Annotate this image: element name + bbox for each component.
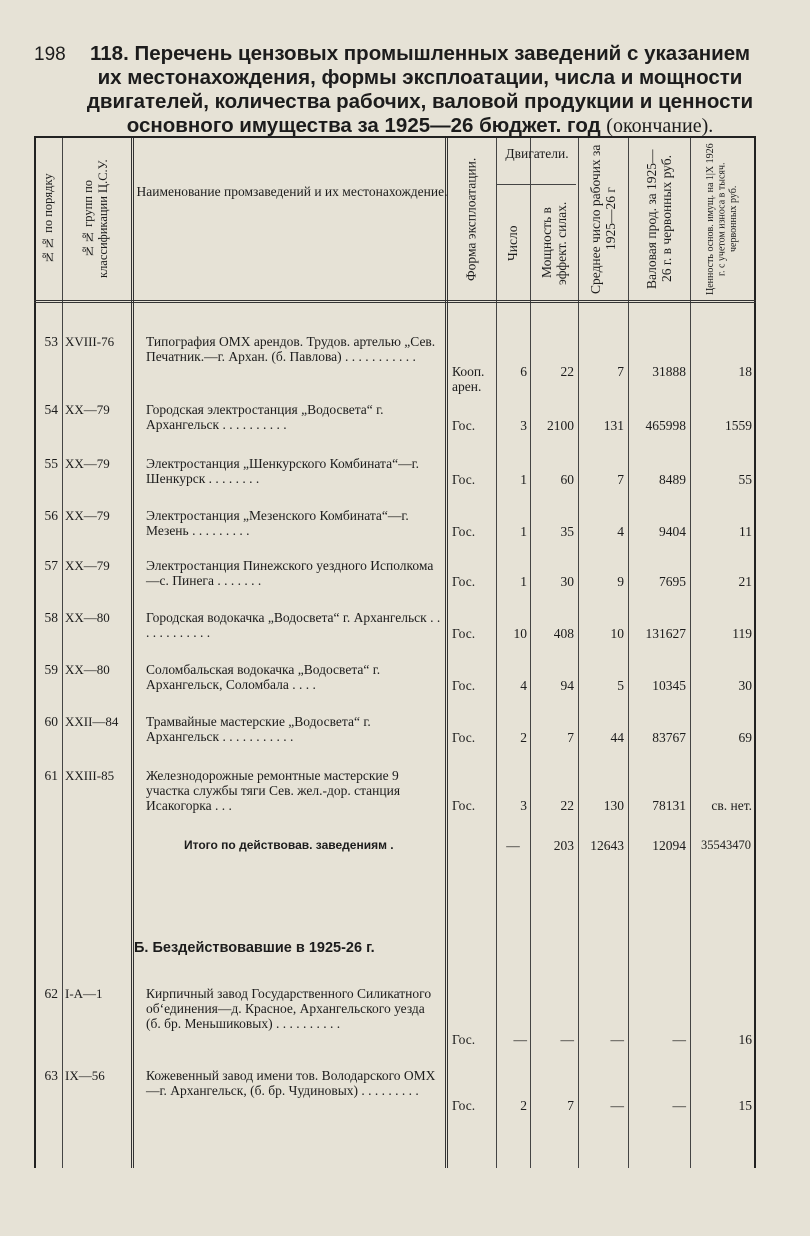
row-form: Гос.: [452, 798, 476, 813]
row-gross: —: [672, 1032, 686, 1047]
row-number: 62: [44, 986, 58, 1001]
engines-rule: [496, 184, 576, 185]
table-border-right: [754, 138, 756, 1168]
row-workers: 44: [610, 730, 624, 745]
title-note: (окончание).: [606, 115, 714, 137]
row-value: 16: [738, 1032, 752, 1047]
page-title: [80, 42, 760, 138]
row-number: 56: [44, 508, 58, 523]
row-name: Городская электростанция „Водосвета“ г. Архангельск . . . . . . . . . .: [146, 402, 384, 432]
row-value: 55: [738, 472, 752, 487]
row-group: XX—79: [65, 508, 110, 523]
header-group-no: №№ групп по классификации Ц.С.У.: [81, 159, 110, 279]
row-number: 63: [44, 1068, 58, 1083]
column-rule: [496, 138, 497, 1168]
header-engine-count: Число: [505, 225, 520, 261]
row-engine-count: 1: [520, 472, 527, 487]
row-workers: 7: [617, 472, 624, 487]
total-gross: 35543470: [701, 838, 751, 852]
row-engine-power: 30: [560, 574, 574, 589]
column-rule: [628, 138, 629, 1168]
row-name: Кожевенный завод имени тов. Володарского ОМХ—г. Архангельск, (б. бр. Чудиновых) . . . . . . . . .: [146, 1068, 436, 1098]
page-number: 198: [34, 44, 66, 65]
statistics-table: [34, 136, 756, 1168]
row-group: XVIII-76: [65, 334, 115, 349]
row-engine-power: 94: [560, 678, 574, 693]
row-number: 58: [44, 610, 58, 625]
row-group: XXII—84: [65, 714, 119, 729]
row-engine-power: 7: [567, 1098, 574, 1113]
row-form: Гос.: [452, 472, 476, 487]
row-form: Гос.: [452, 574, 476, 589]
row-value: 11: [739, 524, 752, 539]
row-group: XX—80: [65, 662, 110, 677]
row-name: Кирпичный завод Государственного Силикатного об‘единения—д. Красное, Архангельского уезда (б. бр. Меньшиковых) . . . . . . . . . .: [146, 986, 432, 1031]
section-b-title: Б. Бездействовавшие в 1925-26 г.: [134, 940, 375, 956]
row-group: I-A—1: [65, 986, 103, 1001]
row-name: Электростанция „Мезенского Комбината“—г. Мезень . . . . . . . . .: [146, 508, 409, 538]
header-engines: Двигатели.: [505, 146, 569, 161]
title-text: 118. Перечень цензовых промышленных заведений с указанием их местонахождения, формы эксплоатации, числа и мощности двигателей, количества рабочих, валовой продукции и ценности основного имущества за 1925—26 бюджет. год: [86, 42, 754, 137]
row-gross: 31888: [652, 364, 686, 379]
row-number: 61: [44, 768, 58, 783]
row-workers: 5: [617, 678, 624, 693]
row-engine-power: 2100: [547, 418, 574, 433]
row-group: XX—79: [65, 558, 110, 573]
row-form: Гос.: [452, 1032, 476, 1047]
row-gross: 131627: [645, 626, 686, 641]
row-name: Соломбальская водокачка „Водосвета“ г. Архангельск, Соломбала . . . .: [146, 662, 381, 692]
header-gross: Валовая прод. за 1925—26 г. в червонных руб.: [644, 149, 674, 289]
row-gross: 9404: [659, 524, 686, 539]
row-name: Трамвайные мастерские „Водосвета“ г. Архангельск . . . . . . . . . . .: [146, 714, 371, 744]
row-form: Кооп. арен.: [452, 364, 485, 394]
row-engine-power: 22: [560, 798, 574, 813]
row-form: Гос.: [452, 678, 476, 693]
column-rule: [690, 138, 691, 1168]
row-group: XXIII-85: [65, 768, 115, 783]
row-number: 60: [44, 714, 58, 729]
row-engine-power: 22: [560, 364, 574, 379]
row-value: св. нет.: [711, 798, 752, 813]
row-engine-count: 3: [520, 418, 527, 433]
row-engine-count: 3: [520, 798, 527, 813]
row-name: Типография ОМХ арендов. Трудов. артелью „Сев. Печатник.—г. Архан. (б. Павлова) . . . . . . . . . . .: [146, 334, 436, 364]
header-rule: [34, 300, 756, 303]
row-form: Гос.: [452, 1098, 476, 1113]
row-name: Электростанция Пинежского уездного Исполкома—с. Пинега . . . . . . .: [146, 558, 434, 588]
row-engine-count: 1: [520, 574, 527, 589]
row-name: Городская водокачка „Водосвета“ г. Архангельск . . . . . . . . . . . .: [146, 610, 441, 640]
row-engine-count: 1: [520, 524, 527, 539]
row-number: 53: [44, 334, 58, 349]
row-number: 59: [44, 662, 58, 677]
row-workers: —: [610, 1098, 624, 1113]
row-value: 21: [738, 574, 752, 589]
row-gross: 10345: [652, 678, 686, 693]
header-form: Форма эксплоатации.: [463, 157, 479, 281]
row-gross: 83767: [652, 730, 686, 745]
column-rule: [131, 138, 134, 1168]
row-engine-power: 60: [560, 472, 574, 487]
row-name: Железнодорожные ремонтные мастерские 9 участка службы тяги Сев. жел.-дор. станция Исакогорка . . .: [146, 768, 401, 813]
row-engine-power: 35: [560, 524, 574, 539]
row-engine-count: —: [513, 1032, 527, 1047]
row-workers: 7: [617, 364, 624, 379]
row-value: 69: [738, 730, 752, 745]
row-workers: 10: [610, 626, 624, 641]
total-count: 203: [553, 838, 574, 853]
row-name: Электростанция „Шенкурского Комбината“—г. Шенкурск . . . . . . . .: [146, 456, 419, 486]
row-form: Гос.: [452, 626, 476, 641]
total-workers: 12094: [652, 838, 686, 853]
row-gross: 8489: [659, 472, 686, 487]
row-value: 119: [732, 626, 752, 641]
row-workers: 9: [617, 574, 624, 589]
row-workers: 131: [603, 418, 624, 433]
header-workers: Среднее число рабочих за 1925—26 г: [588, 144, 618, 294]
total-power: 12643: [590, 838, 624, 853]
row-number: 54: [44, 402, 58, 417]
row-value: 15: [738, 1098, 752, 1113]
row-gross: 78131: [652, 798, 686, 813]
row-group: XX—79: [65, 456, 110, 471]
row-engine-count: 4: [520, 678, 527, 693]
row-form: Гос.: [452, 524, 476, 539]
row-engine-power: —: [560, 1032, 574, 1047]
row-engine-count: 6: [520, 364, 527, 379]
row-form: Гос.: [452, 730, 476, 745]
column-rule: [578, 138, 579, 1168]
total-label: Итого по действовав. заведениям .: [184, 838, 394, 852]
row-group: XX—79: [65, 402, 110, 417]
header-value: Ценность основ. имущ. на 1|X 1926 г. с учетом износа в тысяч. червонных руб.: [704, 143, 739, 295]
row-workers: 4: [617, 524, 624, 539]
row-workers: —: [610, 1032, 624, 1047]
row-group: IX—56: [65, 1068, 105, 1083]
column-rule: [62, 138, 63, 1168]
column-rule: [530, 138, 531, 1168]
header-engine-power: Мощность в эффект. силах.: [539, 201, 569, 285]
row-number: 55: [44, 456, 58, 471]
row-gross: 7695: [659, 574, 686, 589]
header-name: Наименование промзаведений и их местонахождение.: [136, 184, 448, 199]
row-workers: 130: [603, 798, 624, 813]
row-number: 57: [44, 558, 58, 573]
row-value: 1559: [725, 418, 752, 433]
total-form: —: [506, 838, 520, 853]
row-gross: 465998: [645, 418, 686, 433]
header-order-no: №№ по порядку: [41, 173, 55, 265]
row-engine-count: 10: [513, 626, 527, 641]
row-engine-power: 7: [567, 730, 574, 745]
row-value: 18: [738, 364, 752, 379]
row-engine-count: 2: [520, 730, 527, 745]
row-engine-power: 408: [553, 626, 574, 641]
row-group: XX—80: [65, 610, 110, 625]
row-gross: —: [672, 1098, 686, 1113]
row-form: Гос.: [452, 418, 476, 433]
row-value: 30: [738, 678, 752, 693]
row-engine-count: 2: [520, 1098, 527, 1113]
